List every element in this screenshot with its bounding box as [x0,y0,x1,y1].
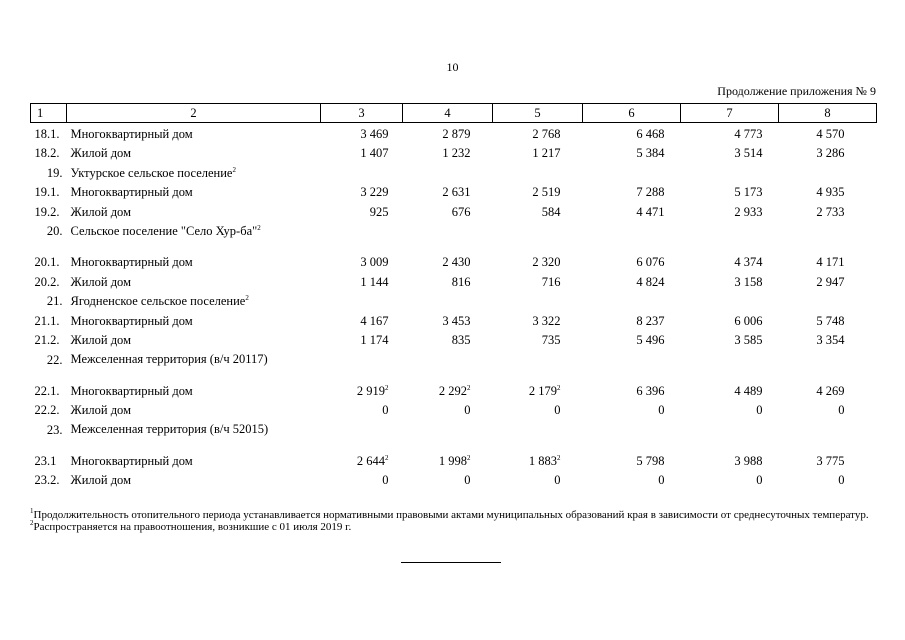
value-cell [779,399,877,419]
value-text: 6 076 [636,255,665,269]
empty-cell [681,349,779,380]
housing-type: Жилой дом [70,146,131,160]
value-text: 2 768 [532,127,561,141]
footnote-ref: 2 [232,165,236,174]
value-cell [493,251,583,271]
value-text: 0 [756,473,763,487]
value-cell [779,271,877,291]
value-cell [493,142,583,162]
value-cell [493,181,583,201]
housing-type: Многоквартирный дом [70,127,193,141]
column-header: 7 [681,104,779,123]
row-number: 18.2. [34,146,60,160]
housing-type: Жилой дом [70,204,131,219]
housing-type: Многоквартирный дом [70,313,193,328]
value-cell [321,181,403,201]
value-text: 2 919 [356,383,385,398]
footnote-ref: 2 [385,453,389,462]
value-cell [583,181,681,201]
housing-type: Многоквартирный дом [70,453,193,468]
value-text: 3 158 [734,274,763,289]
value-cell [779,142,877,162]
value-text: 6 396 [636,383,665,398]
value-text: 3 453 [442,313,471,328]
empty-cell [681,419,779,450]
value-text: 4 570 [816,127,845,141]
housing-type: Жилой дом [70,403,131,417]
value-cell [493,271,583,291]
value-cell [779,469,877,489]
value-cell [493,380,583,400]
value-text: 3 354 [816,333,845,347]
section-row [31,349,877,380]
empty-cell [493,220,583,251]
value-cell [403,181,493,201]
value-cell [779,450,877,470]
empty-cell [493,162,583,182]
section-row [31,162,877,182]
value-cell [681,469,779,489]
empty-cell [583,290,681,310]
section-name-cell [67,220,321,251]
row-number: 22.1. [34,383,60,398]
value-cell [403,271,493,291]
value-text: 1 174 [360,333,389,347]
value-text: 1 883 [528,453,557,468]
footnote-ref: 2 [257,224,261,232]
table-row [31,469,877,489]
value-cell [321,380,403,400]
empty-cell [403,162,493,182]
value-text: 0 [756,403,763,417]
value-cell [403,380,493,400]
row-number: 22.2. [34,403,60,417]
value-cell [779,181,877,201]
empty-cell [321,419,403,450]
footnote-ref: 2 [557,383,561,392]
value-cell [681,380,779,400]
value-text: 4 824 [636,274,665,289]
value-cell [583,271,681,291]
empty-cell [583,220,681,251]
value-cell [583,469,681,489]
value-cell [681,251,779,271]
empty-cell [779,290,877,310]
value-cell [583,399,681,419]
value-cell [779,251,877,271]
value-cell [403,123,493,143]
value-cell [583,123,681,143]
value-cell [321,450,403,470]
footnote-2 [30,521,876,533]
value-cell [403,329,493,349]
table-row [31,251,877,271]
value-cell [403,469,493,489]
table-row [31,201,877,221]
table-row [31,181,877,201]
value-text: 0 [382,473,389,487]
housing-type: Жилой дом [70,274,131,289]
section-number: 23. [46,422,63,437]
value-cell [321,271,403,291]
value-text: 3 514 [734,146,763,160]
empty-cell [779,162,877,182]
value-text: 5 384 [636,146,665,160]
value-text: 0 [554,473,561,487]
housing-type: Многоквартирный дом [70,255,193,269]
column-header: 6 [583,104,681,123]
empty-cell [681,220,779,251]
section-name-cell [67,419,321,450]
section-number: 21. [46,294,63,308]
table-row [31,380,877,400]
value-text: 3 009 [360,255,389,269]
value-text: 4 935 [816,185,845,199]
value-text: 1 998 [438,453,467,468]
value-cell [779,310,877,330]
empty-cell [493,419,583,450]
footnote-1-text: Продолжительность отопительного периода устанавливается нормативными правовыми актами муниципальных образований края в зависимости от среднесуточных температур. [33,509,869,521]
table-header-row [31,104,877,123]
footnotes [30,509,876,533]
value-text: 0 [658,473,665,487]
value-text: 3 988 [734,453,763,468]
value-text: 676 [451,204,471,219]
value-text: 2 430 [442,255,471,269]
empty-cell [403,349,493,380]
end-divider [401,562,501,563]
value-cell [321,123,403,143]
empty-cell [583,419,681,450]
section-name: Ягодненское сельское поселение [70,294,246,308]
column-header: 2 [67,104,321,123]
value-cell [681,271,779,291]
value-text: 4 269 [816,383,845,398]
value-text: 0 [464,403,471,417]
column-header: 3 [321,104,403,123]
footnote-ref: 2 [245,294,249,302]
row-number: 20.1. [34,255,60,269]
value-cell [493,201,583,221]
empty-cell [403,419,493,450]
housing-type: Жилой дом [70,333,131,347]
row-number: 23.2. [34,473,60,487]
empty-cell [681,290,779,310]
value-cell [493,123,583,143]
value-text: 4 471 [636,204,665,219]
value-text: 1 144 [360,274,389,289]
empty-cell [403,290,493,310]
section-name-cell [67,349,321,380]
appendix-continuation-label: Продолжение приложения № 9 [717,84,876,98]
value-text: 2 947 [816,274,845,289]
empty-cell [779,220,877,251]
value-text: 0 [554,403,561,417]
section-name: Межселенная территория (в/ч 20117) [70,351,268,366]
table-row [31,310,877,330]
value-cell [681,310,779,330]
value-text: 5 173 [734,185,763,199]
value-text: 4 167 [360,313,389,328]
section-name: Межселенная территория (в/ч 52015) [70,421,269,436]
footnote-ref: 2 [467,383,471,392]
value-text: 2 631 [442,185,471,199]
row-number: 20.2. [34,274,60,289]
value-text: 3 469 [360,127,389,141]
table-row [31,450,877,470]
empty-cell [493,349,583,380]
section-name: Сельское поселение "Село Хур-ба" [70,224,258,238]
value-text: 1 217 [532,146,561,160]
value-text: 584 [541,204,561,219]
value-text: 5 798 [636,453,665,468]
value-text: 0 [838,403,845,417]
value-text: 2 292 [438,383,467,398]
value-text: 3 775 [816,453,845,468]
section-name-cell [67,162,321,182]
value-text: 1 407 [360,146,389,160]
value-cell [493,399,583,419]
table-row [31,329,877,349]
value-cell [681,399,779,419]
section-row [31,290,877,310]
empty-cell [321,220,403,251]
empty-cell [583,162,681,182]
value-cell [403,399,493,419]
table-row [31,142,877,162]
value-text: 925 [369,204,389,219]
row-number: 23.1 [34,453,57,468]
footnote-2-mark: 2 [30,519,34,527]
value-cell [583,201,681,221]
table-row [31,271,877,291]
row-number: 19.1. [34,185,60,199]
value-cell [681,329,779,349]
empty-cell [493,290,583,310]
row-number: 21.2. [34,333,60,347]
value-text: 7 288 [636,185,665,199]
empty-cell [321,349,403,380]
value-cell [493,329,583,349]
section-row [31,220,877,251]
section-number: 22. [46,352,63,367]
table-body [31,123,877,489]
column-header: 1 [31,104,67,123]
value-cell [583,142,681,162]
value-text: 3 286 [816,146,845,160]
value-cell [779,123,877,143]
value-cell [321,399,403,419]
page-number: 10 [446,60,459,74]
value-text: 816 [451,274,471,289]
value-cell [779,201,877,221]
housing-type: Многоквартирный дом [70,185,193,199]
value-cell [493,469,583,489]
value-cell [583,310,681,330]
value-cell [321,329,403,349]
section-row [31,419,877,450]
value-text: 8 237 [636,313,665,328]
value-text: 2 644 [356,453,385,468]
value-text: 4 489 [734,383,763,398]
footnote-ref: 2 [467,453,471,462]
value-text: 2 519 [532,185,561,199]
empty-cell [321,162,403,182]
value-cell [493,310,583,330]
empty-cell [779,419,877,450]
value-text: 716 [541,274,561,289]
value-text: 0 [658,403,665,417]
value-cell [681,123,779,143]
value-cell [403,201,493,221]
value-text: 3 585 [734,333,763,347]
value-text: 0 [464,473,471,487]
value-text: 1 232 [442,146,471,160]
value-cell [403,142,493,162]
value-text: 5 748 [816,313,845,328]
footnote-1-mark: 1 [30,507,34,515]
column-header: 5 [493,104,583,123]
value-cell [321,469,403,489]
housing-type: Жилой дом [70,473,131,487]
value-text: 2 733 [816,204,845,219]
value-text: 0 [382,403,389,417]
value-text: 6 468 [636,127,665,141]
value-cell [583,450,681,470]
value-text: 6 006 [734,313,763,328]
section-number: 20. [46,224,63,238]
row-number: 18.1. [34,127,60,141]
value-cell [779,329,877,349]
value-text: 4 773 [734,127,763,141]
section-name-cell [67,290,321,310]
value-text: 0 [838,473,845,487]
empty-cell [583,349,681,380]
empty-cell [403,220,493,251]
value-text: 835 [451,333,471,347]
empty-cell [321,290,403,310]
value-text: 2 933 [734,204,763,219]
value-text: 4 374 [734,255,763,269]
value-text: 2 879 [442,127,471,141]
table-row [31,123,877,143]
empty-cell [779,349,877,380]
footnote-ref: 2 [385,383,389,392]
value-cell [321,251,403,271]
value-text: 5 496 [636,333,665,347]
value-cell [321,310,403,330]
column-header: 8 [779,104,877,123]
column-header: 4 [403,104,493,123]
tariff-table [30,103,877,489]
section-number: 19. [46,165,63,180]
table-row [31,399,877,419]
row-number: 21.1. [34,313,60,328]
value-cell [321,201,403,221]
value-text: 4 171 [816,255,845,269]
footnote-ref: 2 [557,453,561,462]
footnote-2-text: Распространяется на правоотношения, возникшие с 01 июля 2019 г. [33,521,352,533]
value-cell [583,380,681,400]
value-cell [583,329,681,349]
value-cell [403,310,493,330]
value-text: 735 [541,333,561,347]
value-text: 2 179 [528,383,557,398]
housing-type: Многоквартирный дом [70,383,193,398]
value-cell [493,450,583,470]
empty-cell [681,162,779,182]
value-text: 2 320 [532,255,561,269]
section-name: Уктурское сельское поселение [70,165,233,180]
value-cell [681,142,779,162]
value-cell [403,450,493,470]
value-cell [681,450,779,470]
value-cell [681,181,779,201]
value-text: 3 322 [532,313,561,328]
value-cell [403,251,493,271]
value-text: 3 229 [360,185,389,199]
value-cell [779,380,877,400]
row-number: 19.2. [34,204,60,219]
value-cell [583,251,681,271]
footnote-1 [30,509,876,521]
value-cell [681,201,779,221]
value-cell [321,142,403,162]
